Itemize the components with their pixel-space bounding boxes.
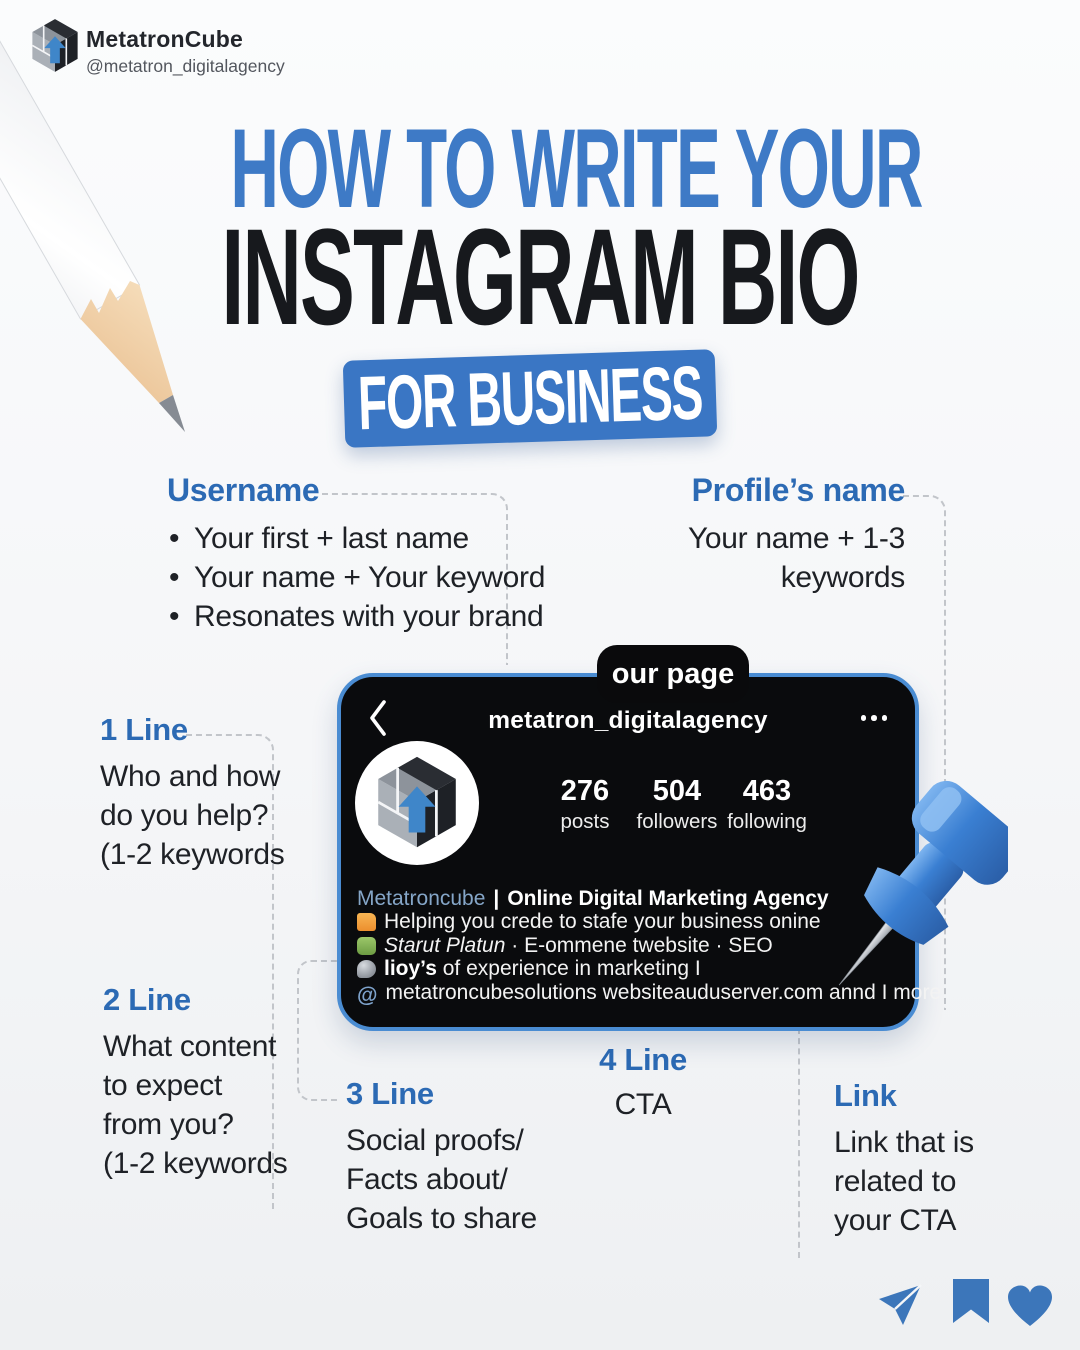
profile-name-line: keywords — [780, 561, 905, 594]
avatar[interactable] — [355, 741, 479, 865]
profile-name-line: Your name + 1-3 — [687, 522, 905, 555]
section-line2-heading: 2 Line — [103, 982, 191, 1017]
line1-text: do you help? — [100, 799, 269, 832]
section-profile-name-heading: Profile’s name — [691, 472, 905, 508]
link-text: related to — [834, 1165, 957, 1198]
section-line4-heading: 4 Line — [599, 1042, 687, 1077]
our-page-tag: our page — [597, 645, 749, 703]
section-link-heading: Link — [834, 1078, 897, 1113]
line2-text: from you? — [103, 1108, 234, 1141]
brand-name: MetatronCube — [86, 26, 244, 52]
section-username — [167, 472, 545, 636]
bio-text: of experience in marketing I — [436, 957, 701, 981]
folder-icon — [357, 913, 376, 931]
section-line1 — [100, 712, 285, 874]
link-text: Link that is — [834, 1126, 974, 1159]
stat-posts: 276 posts — [560, 775, 610, 833]
bio-separator: | — [493, 886, 500, 910]
at-icon: @ — [357, 983, 378, 1007]
page-title-line1: HOW TO WRITE YOUR — [230, 106, 922, 231]
globe-icon — [357, 937, 376, 955]
stat-followers: 504 followers — [636, 775, 718, 833]
section-line2 — [103, 982, 288, 1183]
avatar-logo-icon — [370, 755, 464, 851]
section-line4 — [560, 1042, 726, 1124]
section-line3-heading: 3 Line — [346, 1076, 434, 1111]
section-link — [834, 1078, 974, 1240]
bio-tagline: Online Digital Marketing Agency — [507, 886, 829, 910]
bio-row — [357, 934, 897, 958]
bio-name: Metatroncube — [357, 886, 486, 910]
link-text: your CTA — [834, 1204, 957, 1237]
line2-text: What content — [103, 1030, 277, 1063]
pushpin-illustration — [818, 772, 1008, 1022]
bio-link-text: metatroncubesolutions websiteauduserver.com annd I more — [385, 980, 942, 1004]
section-profile-name — [605, 472, 905, 597]
username-bullet: • Your name + Your keyword — [167, 558, 545, 597]
line3-text: Goals to share — [346, 1202, 537, 1235]
stat-following: 463 following — [727, 775, 807, 833]
line1-text: Who and how — [100, 760, 281, 793]
username-bullet: • Resonates with your brand — [167, 597, 545, 636]
section-line1-heading: 1 Line — [100, 712, 188, 747]
bio-name-row — [357, 887, 897, 911]
bio-row — [357, 911, 897, 935]
bookmark-icon[interactable] — [952, 1279, 990, 1323]
bio-link-row[interactable] — [357, 980, 942, 1007]
bio-block — [357, 886, 942, 1007]
connector-card-to-link — [798, 1028, 802, 1258]
line3-text: Social proofs/ — [346, 1124, 524, 1157]
card-username[interactable]: metatron_digitalagency — [488, 707, 768, 734]
bio-text: Helping you crede to stafe your business onine — [384, 910, 821, 934]
bio-row — [357, 958, 897, 982]
brand-logo-icon — [28, 18, 82, 74]
share-icon[interactable] — [876, 1282, 924, 1326]
section-username-heading: Username — [167, 472, 320, 508]
line3-text: Facts about/ — [346, 1163, 508, 1196]
username-bullet: • Your first + last name — [167, 519, 545, 558]
title-badge: FOR BUSINESS — [343, 349, 718, 448]
page-title-line2: INSTAGRAM BIO — [221, 201, 859, 354]
heart-icon[interactable] — [1006, 1285, 1054, 1327]
line2-text: to expect — [103, 1069, 223, 1102]
brand-handle: @metatron_digitalagency — [86, 56, 285, 76]
section-line3 — [346, 1076, 537, 1238]
connector-card-to-line3 — [297, 960, 339, 1101]
bio-italic-text: Starut Platun — [384, 933, 506, 957]
more-options-icon[interactable] — [861, 715, 888, 721]
line4-text: CTA — [614, 1088, 672, 1121]
speech-bubble-icon — [357, 960, 376, 978]
line2-text: (1-2 keywords — [103, 1147, 288, 1180]
line1-text: (1-2 keywords — [100, 838, 285, 871]
bio-text: · E-ommene twebsite · SEO — [505, 933, 773, 957]
bio-bold-text: lioy’s — [384, 957, 437, 981]
